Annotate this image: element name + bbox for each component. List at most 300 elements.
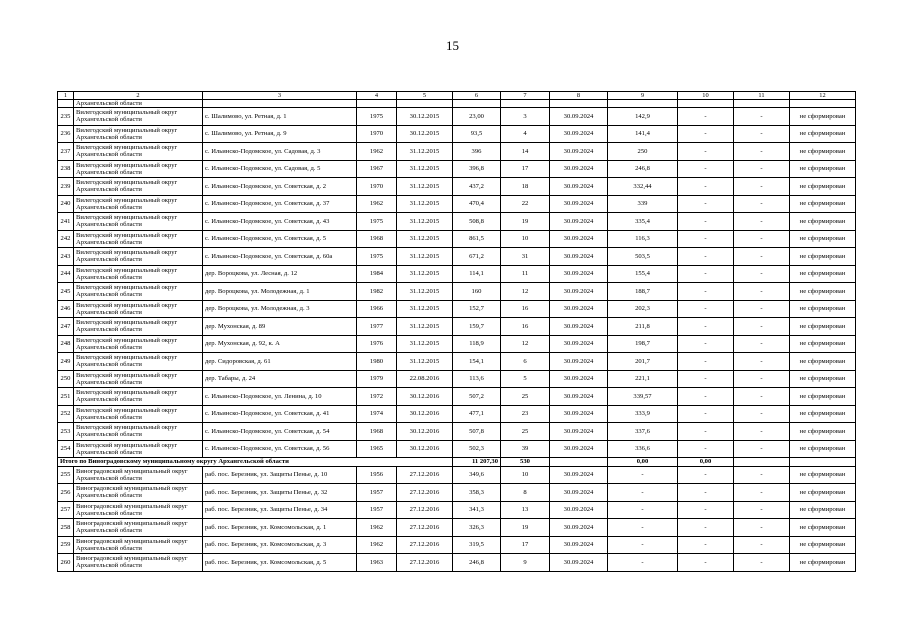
count-cell: 23 <box>501 405 550 423</box>
value-cell: 339 <box>608 195 678 213</box>
org-cell: Виноградовский муниципальный округ Архангельской области <box>74 501 203 519</box>
value-cell: - <box>608 484 678 502</box>
count-cell: 12 <box>501 335 550 353</box>
org-cell: Вилегодский муниципальный округ Архангельской области <box>74 388 203 406</box>
address-cell: раб. пос. Березник, ул. Комсомольская, д. 5 <box>203 554 357 572</box>
status-cell: не сформирован <box>790 143 856 161</box>
col11-cell: - <box>734 335 790 353</box>
table-row <box>58 388 856 406</box>
check-date-cell: 30.09.2024 <box>550 160 608 178</box>
count-cell: 8 <box>501 484 550 502</box>
check-date-cell: 30.09.2024 <box>550 318 608 336</box>
year-cell: 1967 <box>357 160 397 178</box>
col11-cell: - <box>734 318 790 336</box>
value-cell: 202,3 <box>608 300 678 318</box>
check-date-cell: 30.09.2024 <box>550 178 608 196</box>
date-cell: 31.12.2015 <box>397 178 453 196</box>
col11-cell: - <box>734 501 790 519</box>
col10-cell: - <box>678 248 734 266</box>
org-cell: Виноградовский муниципальный округ Архангельской области <box>74 466 203 484</box>
org-cell: Виноградовский муниципальный округ Архангельской области <box>74 554 203 572</box>
col11-cell: - <box>734 519 790 537</box>
check-date-cell: 30.09.2024 <box>550 484 608 502</box>
col10-cell: - <box>678 318 734 336</box>
year-cell: 1972 <box>357 388 397 406</box>
address-cell: дер. Вороцкова, ул. Лесная, д. 12 <box>203 265 357 283</box>
org-cell: Вилегодский муниципальный округ Архангельской области <box>74 230 203 248</box>
area-cell: 152,7 <box>453 300 501 318</box>
status-cell: не сформирован <box>790 466 856 484</box>
check-date-cell: 30.09.2024 <box>550 108 608 126</box>
col10-cell: - <box>678 353 734 371</box>
page-number: 15 <box>446 38 459 53</box>
address-cell: с. Ильинско-Подомское, ул. Садовая, д. 5 <box>203 160 357 178</box>
year-cell: 1975 <box>357 248 397 266</box>
check-date-cell: 30.09.2024 <box>550 370 608 388</box>
col10-cell: - <box>678 501 734 519</box>
col10-cell: - <box>678 405 734 423</box>
row-number: 235 <box>58 108 74 126</box>
col11-cell: - <box>734 484 790 502</box>
row-number: 246 <box>58 300 74 318</box>
date-cell: 27.12.2016 <box>397 554 453 572</box>
table-row <box>58 466 856 484</box>
status-cell: не сформирован <box>790 213 856 231</box>
col11-cell: - <box>734 283 790 301</box>
col10-cell: - <box>678 300 734 318</box>
table-row <box>58 353 856 371</box>
year-cell: 1977 <box>357 318 397 336</box>
date-cell: 30.12.2015 <box>397 108 453 126</box>
count-cell: 3 <box>501 108 550 126</box>
area-cell: 470,4 <box>453 195 501 213</box>
status-cell: не сформирован <box>790 519 856 537</box>
address-cell: с. Ильинско-Подомское, ул. Садовая, д. 3 <box>203 143 357 161</box>
column-header-7: 7 <box>501 92 550 100</box>
org-cell: Вилегодский муниципальный округ Архангельской области <box>74 405 203 423</box>
org-cell: Виноградовский муниципальный округ Архангельской области <box>74 519 203 537</box>
count-cell: 17 <box>501 160 550 178</box>
count-cell: 9 <box>501 554 550 572</box>
year-cell: 1962 <box>357 195 397 213</box>
org-cell: Вилегодский муниципальный округ Архангельской области <box>74 248 203 266</box>
column-header-1: 1 <box>58 92 74 100</box>
col10-cell: - <box>678 554 734 572</box>
year-cell: 1962 <box>357 519 397 537</box>
check-date-cell: 30.09.2024 <box>550 388 608 406</box>
address-cell: раб. пос. Березник, ул. Комсомольская, д. 1 <box>203 519 357 537</box>
row-number: 242 <box>58 230 74 248</box>
column-header-5: 5 <box>397 92 453 100</box>
col10-cell: - <box>678 125 734 143</box>
column-header-4: 4 <box>357 92 397 100</box>
value-cell: 155,4 <box>608 265 678 283</box>
col11-cell: - <box>734 143 790 161</box>
address-cell: дер. Сидоровская, д. 61 <box>203 353 357 371</box>
date-cell: 27.12.2016 <box>397 501 453 519</box>
col10-cell: - <box>678 283 734 301</box>
check-date-cell: 30.09.2024 <box>550 143 608 161</box>
date-cell: 31.12.2015 <box>397 213 453 231</box>
value-cell: 221,1 <box>608 370 678 388</box>
status-cell: не сформирован <box>790 440 856 458</box>
col10-cell: - <box>678 536 734 554</box>
date-cell: 31.12.2015 <box>397 160 453 178</box>
column-header-10: 10 <box>678 92 734 100</box>
count-cell: 10 <box>501 466 550 484</box>
date-cell: 31.12.2015 <box>397 335 453 353</box>
year-cell: 1963 <box>357 554 397 572</box>
table-row <box>58 501 856 519</box>
col10-cell: - <box>678 195 734 213</box>
date-cell: 31.12.2015 <box>397 353 453 371</box>
date-cell: 30.12.2016 <box>397 423 453 441</box>
status-cell: не сформирован <box>790 318 856 336</box>
area-cell: 507,8 <box>453 423 501 441</box>
value-cell: 332,44 <box>608 178 678 196</box>
area-cell: 396 <box>453 143 501 161</box>
org-cell: Вилегодский муниципальный округ Архангельской области <box>74 370 203 388</box>
value-cell: 336,6 <box>608 440 678 458</box>
row-number: 240 <box>58 195 74 213</box>
count-cell: 22 <box>501 195 550 213</box>
col10-cell: - <box>678 143 734 161</box>
year-cell: 1982 <box>357 283 397 301</box>
table-row <box>58 423 856 441</box>
year-cell: 1980 <box>357 353 397 371</box>
column-header-6: 6 <box>453 92 501 100</box>
status-cell: не сформирован <box>790 335 856 353</box>
address-cell: с. Ильинско-Подомское, ул. Советская, д. 54 <box>203 423 357 441</box>
value-cell: - <box>608 501 678 519</box>
empty-cell <box>790 458 856 467</box>
row-number: 239 <box>58 178 74 196</box>
total-area: 11 207,30 <box>453 458 501 467</box>
col11-cell: - <box>734 405 790 423</box>
value-cell: 333,9 <box>608 405 678 423</box>
year-cell: 1979 <box>357 370 397 388</box>
date-cell: 27.12.2016 <box>397 519 453 537</box>
row-number: 257 <box>58 501 74 519</box>
table-row <box>58 519 856 537</box>
date-cell: 31.12.2015 <box>397 230 453 248</box>
count-cell: 31 <box>501 248 550 266</box>
address-cell: дер. Вороцкова, ул. Молодежная, д. 1 <box>203 283 357 301</box>
year-cell: 1968 <box>357 423 397 441</box>
status-cell: не сформирован <box>790 230 856 248</box>
table-row <box>58 283 856 301</box>
col10-cell: - <box>678 160 734 178</box>
value-cell: - <box>608 536 678 554</box>
count-cell: 25 <box>501 423 550 441</box>
column-header-9: 9 <box>608 92 678 100</box>
count-cell: 16 <box>501 300 550 318</box>
org-cell: Вилегодский муниципальный округ Архангельской области <box>74 335 203 353</box>
check-date-cell: 30.09.2024 <box>550 195 608 213</box>
row-number: 247 <box>58 318 74 336</box>
value-cell: 503,5 <box>608 248 678 266</box>
table-row <box>58 370 856 388</box>
address-cell: с. Ильинско-Подомское, ул. Советская, д. 5 <box>203 230 357 248</box>
address-cell: дер. Мухонская, д. 92, к. А <box>203 335 357 353</box>
count-cell: 17 <box>501 536 550 554</box>
org-cell: Вилегодский муниципальный округ Архангельской области <box>74 160 203 178</box>
org-cell: Виноградовский муниципальный округ Архангельской области <box>74 484 203 502</box>
continuation-text: Архангельской области <box>74 100 203 108</box>
row-number: 236 <box>58 125 74 143</box>
address-cell: с. Шалимово, ул. Ретная, д. 1 <box>203 108 357 126</box>
address-cell: с. Шалимово, ул. Ретная, д. 9 <box>203 125 357 143</box>
org-cell: Вилегодский муниципальный округ Архангельской области <box>74 283 203 301</box>
date-cell: 30.12.2015 <box>397 125 453 143</box>
col10-cell: - <box>678 440 734 458</box>
status-cell: не сформирован <box>790 484 856 502</box>
check-date-cell: 30.09.2024 <box>550 501 608 519</box>
table-row <box>58 248 856 266</box>
total-count: 530 <box>501 458 550 467</box>
check-date-cell: 30.09.2024 <box>550 213 608 231</box>
table-row <box>58 195 856 213</box>
check-date-cell: 30.09.2024 <box>550 554 608 572</box>
date-cell: 31.12.2015 <box>397 283 453 301</box>
area-cell: 23,00 <box>453 108 501 126</box>
table-row <box>58 536 856 554</box>
area-cell: 396,8 <box>453 160 501 178</box>
count-cell: 10 <box>501 230 550 248</box>
col10-cell: - <box>678 519 734 537</box>
table-row <box>58 160 856 178</box>
row-number: 260 <box>58 554 74 572</box>
table-body <box>58 92 856 572</box>
status-cell: не сформирован <box>790 388 856 406</box>
count-cell: 11 <box>501 265 550 283</box>
year-cell: 1984 <box>357 265 397 283</box>
row-number: 252 <box>58 405 74 423</box>
check-date-cell: 30.09.2024 <box>550 466 608 484</box>
year-cell: 1970 <box>357 178 397 196</box>
area-cell: 319,5 <box>453 536 501 554</box>
check-date-cell: 30.09.2024 <box>550 353 608 371</box>
value-cell: 335,4 <box>608 213 678 231</box>
address-cell: с. Ильинско-Подомское, ул. Ленина, д. 10 <box>203 388 357 406</box>
column-header-8: 8 <box>550 92 608 100</box>
col11-cell: - <box>734 353 790 371</box>
row-number: 245 <box>58 283 74 301</box>
count-cell: 19 <box>501 213 550 231</box>
col11-cell: - <box>734 265 790 283</box>
table-row <box>58 440 856 458</box>
empty-cell <box>734 458 790 467</box>
row-number: 244 <box>58 265 74 283</box>
check-date-cell: 30.09.2024 <box>550 423 608 441</box>
org-cell: Вилегодский муниципальный округ Архангельской области <box>74 125 203 143</box>
col11-cell: - <box>734 108 790 126</box>
row-number: 254 <box>58 440 74 458</box>
address-cell: раб. пос. Березник, ул. Комсомольская, д. 3 <box>203 536 357 554</box>
col11-cell: - <box>734 536 790 554</box>
status-cell: не сформирован <box>790 108 856 126</box>
check-date-cell: 30.09.2024 <box>550 283 608 301</box>
col10-cell: - <box>678 108 734 126</box>
value-cell: 339,57 <box>608 388 678 406</box>
col10-cell: - <box>678 466 734 484</box>
year-cell: 1966 <box>357 300 397 318</box>
year-cell: 1975 <box>357 108 397 126</box>
address-cell: раб. пос. Березник, ул. Защиты Пенье, д. 10 <box>203 466 357 484</box>
count-cell: 6 <box>501 353 550 371</box>
org-cell: Вилегодский муниципальный округ Архангельской области <box>74 353 203 371</box>
row-number: 249 <box>58 353 74 371</box>
area-cell: 154,1 <box>453 353 501 371</box>
col11-cell: - <box>734 213 790 231</box>
area-cell: 437,2 <box>453 178 501 196</box>
count-cell: 4 <box>501 125 550 143</box>
status-cell: не сформирован <box>790 125 856 143</box>
col10-cell: - <box>678 335 734 353</box>
area-cell: 93,5 <box>453 125 501 143</box>
address-cell: с. Ильинско-Подомское, ул. Советская, д. 60а <box>203 248 357 266</box>
status-cell: не сформирован <box>790 178 856 196</box>
row-number: 241 <box>58 213 74 231</box>
check-date-cell: 30.09.2024 <box>550 536 608 554</box>
col11-cell: - <box>734 466 790 484</box>
date-cell: 31.12.2015 <box>397 265 453 283</box>
status-cell: не сформирован <box>790 353 856 371</box>
column-header-3: 3 <box>203 92 357 100</box>
header-row <box>58 92 856 100</box>
total-label: Итого по Виноградовскому муниципальному округу Архангельской области <box>58 458 453 467</box>
value-cell: 198,7 <box>608 335 678 353</box>
col11-cell: - <box>734 195 790 213</box>
count-cell: 14 <box>501 143 550 161</box>
value-cell: 337,6 <box>608 423 678 441</box>
column-header-2: 2 <box>74 92 203 100</box>
area-cell: 113,6 <box>453 370 501 388</box>
row-number: 258 <box>58 519 74 537</box>
total-col10: 0,00 <box>678 458 734 467</box>
year-cell: 1957 <box>357 484 397 502</box>
col11-cell: - <box>734 178 790 196</box>
value-cell: 116,3 <box>608 230 678 248</box>
address-cell: с. Ильинско-Подомское, ул. Советская, д. 56 <box>203 440 357 458</box>
row-number: 251 <box>58 388 74 406</box>
area-cell: 118,9 <box>453 335 501 353</box>
check-date-cell: 30.09.2024 <box>550 248 608 266</box>
count-cell: 16 <box>501 318 550 336</box>
value-cell: 141,4 <box>608 125 678 143</box>
col10-cell: - <box>678 230 734 248</box>
date-cell: 31.12.2015 <box>397 195 453 213</box>
year-cell: 1975 <box>357 213 397 231</box>
status-cell: не сформирован <box>790 370 856 388</box>
area-cell: 508,8 <box>453 213 501 231</box>
col10-cell: - <box>678 213 734 231</box>
count-cell: 19 <box>501 519 550 537</box>
col10-cell: - <box>678 178 734 196</box>
status-cell: не сформирован <box>790 283 856 301</box>
col10-cell: - <box>678 423 734 441</box>
table-row <box>58 230 856 248</box>
year-cell: 1957 <box>357 501 397 519</box>
area-cell: 502,3 <box>453 440 501 458</box>
area-cell: 326,3 <box>453 519 501 537</box>
count-cell: 12 <box>501 283 550 301</box>
col11-cell: - <box>734 248 790 266</box>
check-date-cell: 30.09.2024 <box>550 230 608 248</box>
year-cell: 1970 <box>357 125 397 143</box>
value-cell: 201,7 <box>608 353 678 371</box>
row-number: 255 <box>58 466 74 484</box>
check-date-cell: 30.09.2024 <box>550 265 608 283</box>
row-number: 248 <box>58 335 74 353</box>
table-row <box>58 125 856 143</box>
address-cell: с. Ильинско-Подомское, ул. Советская, д. 37 <box>203 195 357 213</box>
row-number: 250 <box>58 370 74 388</box>
status-cell: не сформирован <box>790 160 856 178</box>
year-cell: 1974 <box>357 405 397 423</box>
area-cell: 246,8 <box>453 554 501 572</box>
table-row <box>58 554 856 572</box>
value-cell: 142,9 <box>608 108 678 126</box>
date-cell: 27.12.2016 <box>397 466 453 484</box>
status-cell: не сформирован <box>790 554 856 572</box>
col11-cell: - <box>734 160 790 178</box>
org-cell: Вилегодский муниципальный округ Архангельской области <box>74 423 203 441</box>
col11-cell: - <box>734 230 790 248</box>
registry-table <box>57 91 856 572</box>
org-cell: Вилегодский муниципальный округ Архангельской области <box>74 213 203 231</box>
row-number: 256 <box>58 484 74 502</box>
value-cell: - <box>608 466 678 484</box>
col11-cell: - <box>734 300 790 318</box>
date-cell: 31.12.2015 <box>397 300 453 318</box>
count-cell: 13 <box>501 501 550 519</box>
empty-cell <box>550 458 608 467</box>
total-value: 0,00 <box>608 458 678 467</box>
col11-cell: - <box>734 440 790 458</box>
value-cell: - <box>608 519 678 537</box>
address-cell: раб. пос. Березник, ул. Защиты Пенье, д. 34 <box>203 501 357 519</box>
col10-cell: - <box>678 265 734 283</box>
area-cell: 671,2 <box>453 248 501 266</box>
table-row <box>58 178 856 196</box>
col11-cell: - <box>734 388 790 406</box>
column-header-11: 11 <box>734 92 790 100</box>
status-cell: не сформирован <box>790 536 856 554</box>
area-cell: 349,6 <box>453 466 501 484</box>
col11-cell: - <box>734 125 790 143</box>
status-cell: не сформирован <box>790 248 856 266</box>
value-cell: 250 <box>608 143 678 161</box>
org-cell: Вилегодский муниципальный округ Архангельской области <box>74 178 203 196</box>
row-number: 237 <box>58 143 74 161</box>
check-date-cell: 30.09.2024 <box>550 335 608 353</box>
date-cell: 31.12.2015 <box>397 248 453 266</box>
column-header-12: 12 <box>790 92 856 100</box>
address-cell: с. Ильинско-Подомское, ул. Советская, д. 2 <box>203 178 357 196</box>
area-cell: 477,1 <box>453 405 501 423</box>
org-cell: Вилегодский муниципальный округ Архангельской области <box>74 300 203 318</box>
date-cell: 31.12.2015 <box>397 143 453 161</box>
address-cell: дер. Вороцкова, ул. Молодежная, д. 3 <box>203 300 357 318</box>
table-row <box>58 265 856 283</box>
table-row <box>58 318 856 336</box>
row-number: 238 <box>58 160 74 178</box>
table-row <box>58 335 856 353</box>
address-cell: с. Ильинско-Подомское, ул. Советская, д. 43 <box>203 213 357 231</box>
row-number: 259 <box>58 536 74 554</box>
area-cell: 114,1 <box>453 265 501 283</box>
